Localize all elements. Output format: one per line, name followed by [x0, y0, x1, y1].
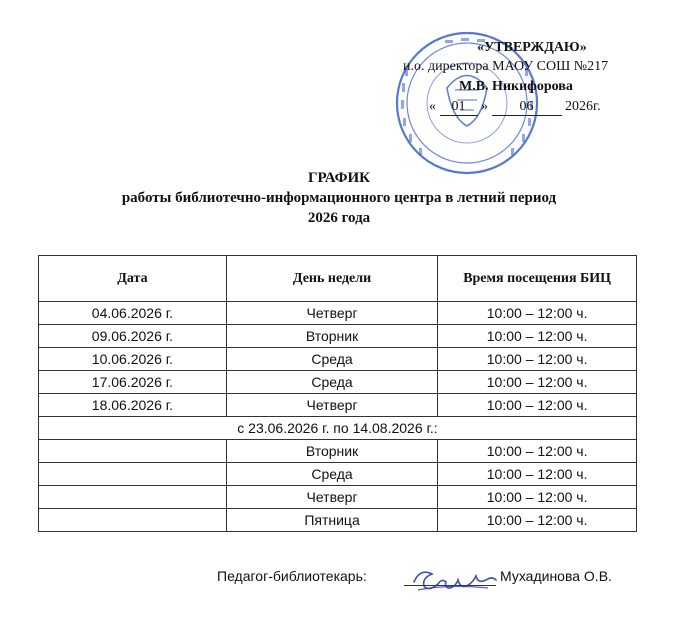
cell-date [39, 509, 227, 532]
cell-date [39, 486, 227, 509]
document-subtitle-line2: 2026 года [307, 210, 371, 226]
cell-weekday: Четверг [226, 486, 437, 509]
cell-weekday: Среда [226, 463, 437, 486]
cell-date: 10.06.2026 г. [39, 348, 227, 371]
cell-time: 10:00 – 12:00 ч. [438, 463, 637, 486]
header-visit-time: Время посещения БИЦ [438, 256, 637, 302]
cell-time: 10:00 – 12:00 ч. [438, 348, 637, 371]
cell-date [39, 440, 227, 463]
table-row [39, 509, 637, 532]
date-year: 2026г. [565, 99, 601, 114]
table-row [39, 394, 637, 417]
header-weekday: День недели [226, 256, 437, 302]
date-close-quote: » [481, 99, 488, 114]
cell-weekday: Вторник [226, 325, 437, 348]
signature-mark [406, 560, 501, 600]
cell-weekday: Среда [226, 348, 437, 371]
cell-weekday: Четверг [226, 302, 437, 325]
table-header-row [39, 256, 637, 302]
cell-time: 10:00 – 12:00 ч. [438, 440, 637, 463]
footer-role: Педагог-библиотекарь: [217, 568, 367, 584]
table-row [39, 302, 637, 325]
date-open-quote: « [429, 99, 436, 114]
cell-time: 10:00 – 12:00 ч. [438, 486, 637, 509]
table-row [39, 440, 637, 463]
cell-time: 10:00 – 12:00 ч. [438, 302, 637, 325]
period-label: с 23.06.2026 г. по 14.08.2026 г.: [39, 417, 637, 440]
cell-weekday: Вторник [226, 440, 437, 463]
cell-weekday: Четверг [226, 394, 437, 417]
approval-date [429, 99, 601, 116]
table-row [39, 348, 637, 371]
cell-date [39, 463, 227, 486]
approval-role: и.о. директора МАОУ СОШ №217 [403, 59, 609, 74]
cell-time: 10:00 – 12:00 ч. [438, 325, 637, 348]
footer-name: Мухадинова О.В. [500, 568, 612, 584]
cell-date: 09.06.2026 г. [39, 325, 227, 348]
date-day: 01 [440, 99, 478, 116]
cell-date: 17.06.2026 г. [39, 371, 227, 394]
table-row [39, 325, 637, 348]
cell-date: 04.06.2026 г. [39, 302, 227, 325]
date-month: 06 [492, 99, 562, 116]
period-row [39, 417, 637, 440]
cell-date: 18.06.2026 г. [39, 394, 227, 417]
schedule-table [38, 255, 637, 532]
approval-name: М.В. Никифорова [459, 79, 573, 94]
table-row [39, 486, 637, 509]
cell-weekday: Пятница [226, 509, 437, 532]
document-title: ГРАФИК [307, 170, 371, 186]
cell-time: 10:00 – 12:00 ч. [438, 394, 637, 417]
document-subtitle-line1: работы библиотечно-информационного центра в летний период [121, 190, 557, 206]
cell-time: 10:00 – 12:00 ч. [438, 509, 637, 532]
header-date: Дата [39, 256, 227, 302]
table-row [39, 371, 637, 394]
cell-weekday: Среда [226, 371, 437, 394]
cell-time: 10:00 – 12:00 ч. [438, 371, 637, 394]
table-row [39, 463, 637, 486]
approval-title: «УТВЕРЖДАЮ» [477, 40, 587, 55]
